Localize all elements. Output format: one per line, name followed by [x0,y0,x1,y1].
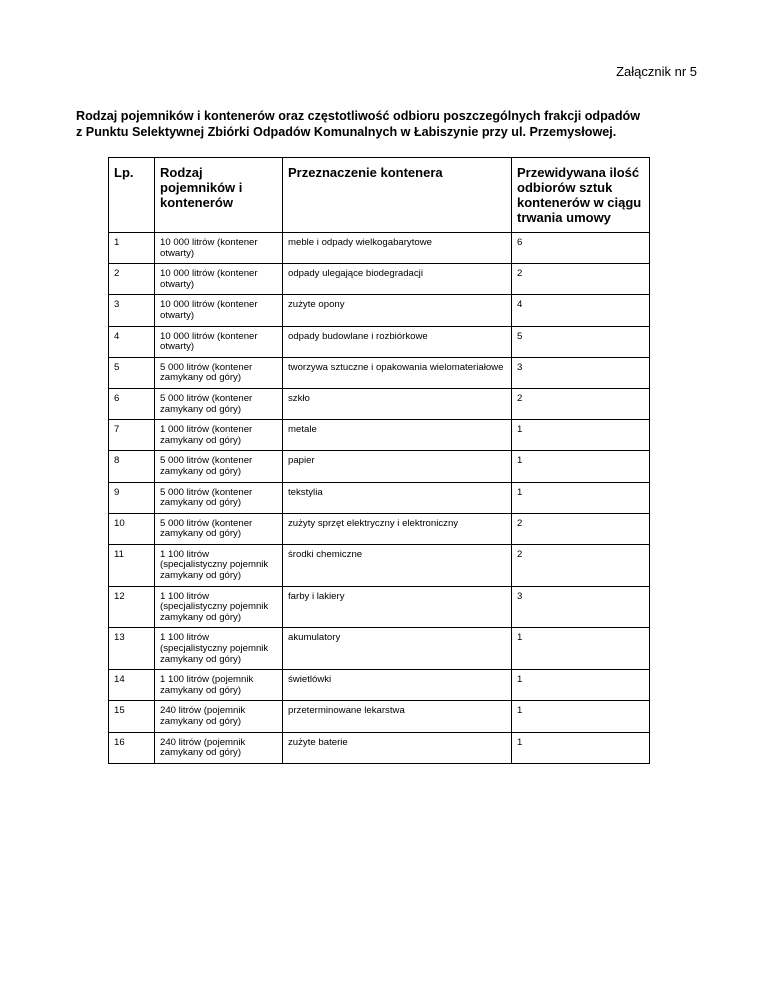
cell-pickup-count: 3 [512,586,650,628]
table-row [109,420,650,451]
table-row [109,388,650,419]
cell-container-purpose: tekstylia [283,482,512,513]
cell-container-purpose: tworzywa sztuczne i opakowania wielomateriałowe [283,357,512,388]
table-row [109,295,650,326]
cell-lp: 1 [109,233,155,264]
cell-container-purpose: farby i lakiery [283,586,512,628]
title-line-2: z Punktu Selektywnej Zbiórki Odpadów Komunalnych w Łabiszynie przy ul. Przemysłowej. [76,125,617,139]
header-container-type: Rodzaj pojemników i kontenerów [155,158,283,233]
table-header-row [109,158,650,233]
cell-container-purpose: szkło [283,388,512,419]
cell-pickup-count: 1 [512,451,650,482]
cell-lp: 4 [109,326,155,357]
cell-pickup-count: 5 [512,326,650,357]
cell-container-purpose: odpady budowlane i rozbiórkowe [283,326,512,357]
header-pickup-count: Przewidywana ilość odbiorów sztuk kontenerów w ciągu trwania umowy [512,158,650,233]
cell-container-type: 1 100 litrów (specjalistyczny pojemnik zamykany od góry) [155,544,283,586]
cell-lp: 9 [109,482,155,513]
cell-pickup-count: 1 [512,628,650,670]
cell-lp: 7 [109,420,155,451]
cell-pickup-count: 6 [512,233,650,264]
cell-pickup-count: 1 [512,670,650,701]
cell-pickup-count: 1 [512,701,650,732]
cell-container-type: 5 000 litrów (kontener zamykany od góry) [155,451,283,482]
table-row [109,357,650,388]
cell-container-purpose: świetlówki [283,670,512,701]
cell-container-type: 10 000 litrów (kontener otwarty) [155,233,283,264]
table-row [109,732,650,763]
cell-container-type: 10 000 litrów (kontener otwarty) [155,264,283,295]
header-lp: Lp. [109,158,155,233]
cell-lp: 3 [109,295,155,326]
cell-pickup-count: 2 [512,264,650,295]
cell-lp: 12 [109,586,155,628]
cell-container-type: 5 000 litrów (kontener zamykany od góry) [155,513,283,544]
cell-container-type: 1 100 litrów (specjalistyczny pojemnik zamykany od góry) [155,586,283,628]
cell-container-purpose: zużyte opony [283,295,512,326]
table-row [109,233,650,264]
table-row [109,326,650,357]
cell-container-purpose: papier [283,451,512,482]
containers-table [108,157,650,764]
table-row [109,482,650,513]
cell-lp: 10 [109,513,155,544]
cell-container-purpose: akumulatory [283,628,512,670]
cell-pickup-count: 4 [512,295,650,326]
table-row [109,586,650,628]
cell-lp: 16 [109,732,155,763]
cell-lp: 11 [109,544,155,586]
cell-pickup-count: 2 [512,388,650,419]
table-row [109,264,650,295]
cell-pickup-count: 1 [512,420,650,451]
cell-container-purpose: meble i odpady wielkogabarytowe [283,233,512,264]
title-line-1: Rodzaj pojemników i kontenerów oraz częstotliwość odbioru poszczególnych frakcji odpadów [76,109,640,123]
cell-lp: 8 [109,451,155,482]
table-row [109,701,650,732]
cell-container-type: 240 litrów (pojemnik zamykany od góry) [155,732,283,763]
cell-pickup-count: 2 [512,544,650,586]
annex-label: Załącznik nr 5 [616,64,697,79]
cell-container-type: 1 100 litrów (pojemnik zamykany od góry) [155,670,283,701]
cell-container-type: 1 000 litrów (kontener zamykany od góry) [155,420,283,451]
table-row [109,513,650,544]
table-row [109,628,650,670]
cell-lp: 2 [109,264,155,295]
cell-lp: 14 [109,670,155,701]
cell-pickup-count: 1 [512,482,650,513]
cell-container-purpose: przeterminowane lekarstwa [283,701,512,732]
document-title [76,108,716,140]
cell-container-purpose: zużyte baterie [283,732,512,763]
table-row [109,544,650,586]
cell-container-type: 10 000 litrów (kontener otwarty) [155,326,283,357]
cell-container-type: 5 000 litrów (kontener zamykany od góry) [155,388,283,419]
table-row [109,670,650,701]
header-container-purpose: Przeznaczenie kontenera [283,158,512,233]
cell-container-purpose: odpady ulegające biodegradacji [283,264,512,295]
cell-container-type: 5 000 litrów (kontener zamykany od góry) [155,482,283,513]
cell-lp: 5 [109,357,155,388]
cell-container-type: 1 100 litrów (specjalistyczny pojemnik zamykany od góry) [155,628,283,670]
cell-lp: 15 [109,701,155,732]
cell-lp: 6 [109,388,155,419]
cell-container-type: 5 000 litrów (kontener zamykany od góry) [155,357,283,388]
cell-container-purpose: metale [283,420,512,451]
cell-container-type: 10 000 litrów (kontener otwarty) [155,295,283,326]
cell-container-purpose: zużyty sprzęt elektryczny i elektroniczny [283,513,512,544]
cell-pickup-count: 2 [512,513,650,544]
cell-container-type: 240 litrów (pojemnik zamykany od góry) [155,701,283,732]
cell-pickup-count: 3 [512,357,650,388]
table-row [109,451,650,482]
cell-pickup-count: 1 [512,732,650,763]
cell-lp: 13 [109,628,155,670]
cell-container-purpose: środki chemiczne [283,544,512,586]
table-body [109,233,650,764]
